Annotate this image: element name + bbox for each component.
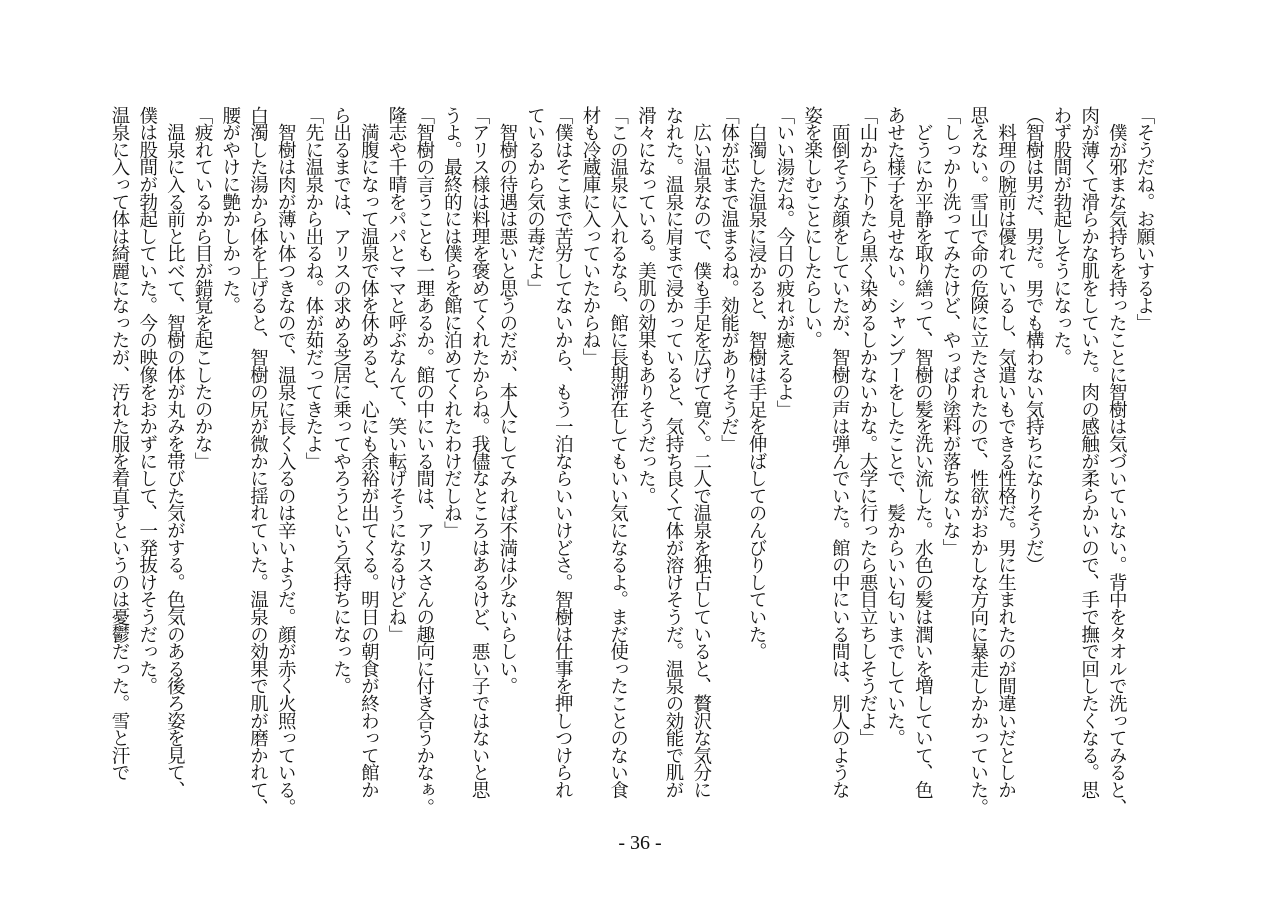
text-column: 肉が薄くて滑らかな肌をしていた。肉の感触が柔らかいので、手で撫で回したくなる。思: [1078, 106, 1100, 799]
text-column: 面倒そうな顔をしていたが、智樹の声は弾んでいた。館の中にいる間は、別人のような: [829, 106, 851, 798]
text-column: 智樹は肉が薄い体つきなので、温泉に長く入るのは辛いようだ。顔が赤く火照っている。: [275, 106, 297, 816]
text-column: 「疲れているから目が錯覚を起こしたのかな」: [192, 106, 214, 470]
text-column: 僕は股間が勃起していた。今の映像をおかずにして、一発抜けそうだった。: [136, 106, 158, 695]
text-column: 「いい湯だね。今日の疲れが癒えるよ」: [773, 106, 795, 418]
text-column: 「山から下りたら黒く染めるしかないかな。大学に行ったら悪目立ちしそうだよ」: [856, 106, 878, 747]
page-number: - 36 -: [618, 832, 662, 854]
text-column: 料理の腕前は優れているし、気遣いもできる性格だ。男に生まれたのが間違いだとしか: [995, 106, 1017, 798]
text-column: 「体が芯まで温まるね。効能がありそうだ」: [718, 106, 740, 453]
text-column: 「僕はそこまで苦労してないから、もう一泊ならいいけどさ。智樹は仕事を押しつけられ: [552, 106, 574, 799]
text-column: どうにか平静を取り繕って、智樹の髪を洗い流した。水色の髪は潤いを増していて、色: [912, 106, 934, 798]
text-column: ら出るまでは、アリスの求める芝居に乗ってやろうという気持ちになった。: [330, 106, 352, 695]
text-column: （智樹は男だ、男だ。男でも構わない気持ちになりそうだ）: [1023, 106, 1045, 574]
text-column: 智樹の待遇は悪いと思うのだが、本人にしてみれば不満は少ないらしい。: [496, 106, 518, 695]
text-column: 温泉に入って体は綺麗になったが、汚れた服を着直すというのは憂鬱だった。雪と汗で: [108, 106, 130, 781]
text-column: 温泉に入る前と比べて、智樹の体が丸みを帯びた気がする。色気のある後ろ姿を見て、: [164, 106, 186, 799]
text-column: 滑々になっている。美肌の効果もありそうだった。: [635, 106, 657, 504]
text-column: 白濁した温泉に浸かると、智樹は手足を伸ばしてのんびりしていた。: [746, 106, 768, 660]
text-column: 僕が邪まな気持ちを持ったことに智樹は気づいていない。背中をタオルで洗ってみると、: [1106, 106, 1128, 816]
text-column: 白濁した湯から体を上げると、智樹の尻が微かに揺れていた。温泉の効果で肌が磨かれて、: [247, 106, 269, 816]
text-column: あせた様子を見せない。シャンプーをしたことで、髪からいい匂いまでしていた。: [884, 106, 906, 747]
text-column: 「アリス様は料理を褒めてくれたからね。我儘なところはあるけど、悪い子ではないと思: [469, 106, 491, 799]
text-column: わず股間が勃起しそうになった。: [1050, 106, 1072, 366]
text-column: 「この温泉に入れるなら、館に長期滞在してもいい気になるよ。まだ使ったことのない食: [607, 106, 629, 799]
text-column: なれた。温泉に肩まで浸かっていると、気持ち良くて体が溶けそうだ。温泉の効能で肌が: [663, 106, 685, 799]
text-column: 「智樹の言うことも一理あるか。館の中にいる間は、アリスさんの趣向に付き合うかなぁ。: [413, 106, 435, 816]
text-column: 隆志や千晴をパパとママと呼ぶなんて、笑い転げそうになるけどね」: [386, 106, 408, 643]
text-column: 腰がやけに艶かしかった。: [219, 106, 241, 314]
text-column: 材も冷蔵庫に入っていたからね」: [579, 106, 601, 366]
text-column: うよ。最終的には僕らを館に泊めてくれたわけだしね」: [441, 106, 463, 539]
text-column: 「しっかり洗ってみたけど、やっぱり塗料が落ちないな」: [940, 106, 962, 556]
text-column: 思えない。雪山で命の危険に立たされたので、性欲がおかしな方向に暴走しかかっていた。: [967, 106, 989, 816]
text-column: 「先に温泉から出るね。体が茹だってきたよ」: [302, 106, 324, 470]
text-column: 満腹になって温泉で体を休めると、心にも余裕が出てくる。明日の朝食が終わって館か: [358, 106, 380, 798]
text-column: ているから気の毒だよ」: [524, 106, 546, 297]
text-column: 姿を楽しむことにしたらしい。: [801, 106, 823, 349]
text-column: 「そうだね。お願いするよ」: [1134, 106, 1155, 331]
text-column: 広い温泉なので、僕も手足を広げて寛ぐ。二人で温泉を独占していると、贅沢な気分に: [690, 106, 712, 799]
vertical-text-body: [105, 106, 1158, 816]
